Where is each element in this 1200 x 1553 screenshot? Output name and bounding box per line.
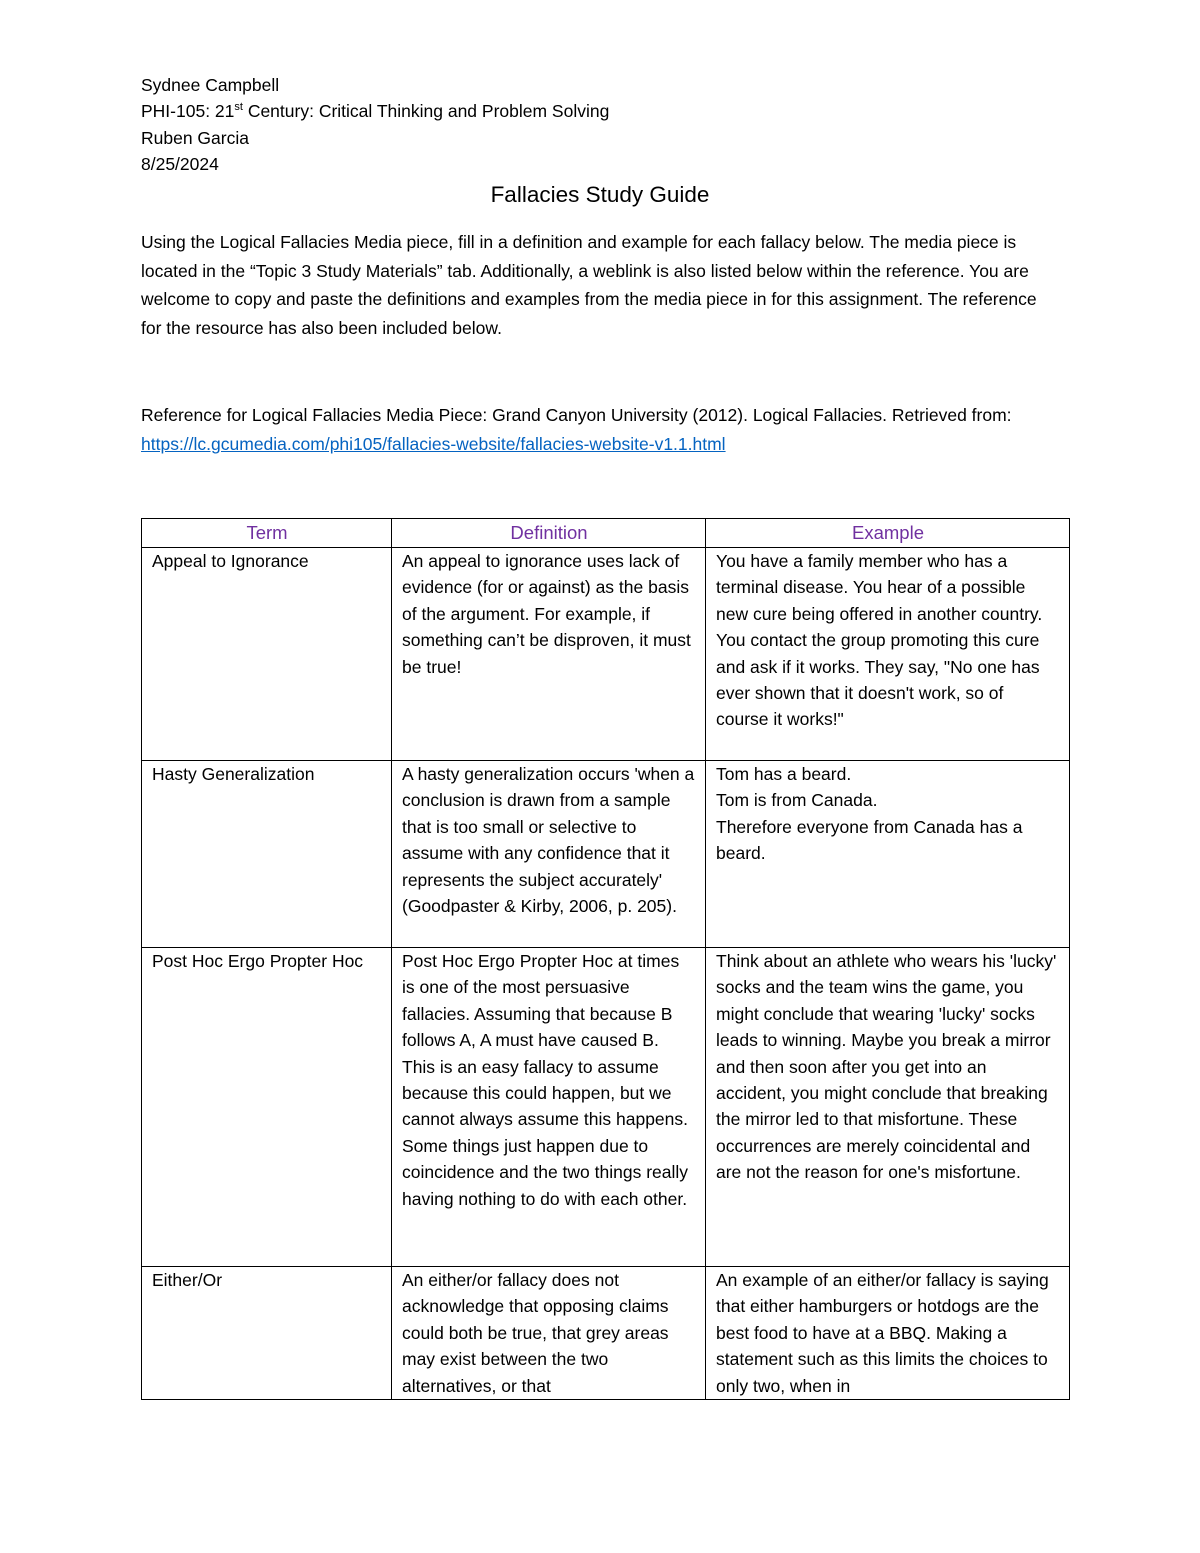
term-cell: Post Hoc Ergo Propter Hoc <box>142 948 392 1267</box>
fallacies-table <box>141 518 1070 1400</box>
reference-paragraph <box>141 401 1061 458</box>
example-line: You have a family member who has a terminal disease. You hear of a possible new cure being offered in another country. You contact the group promoting this cure and ask if it works. They say, "No one has ever shown that it doesn't work, so of course it works!" <box>716 551 1043 730</box>
student-header <box>141 72 609 177</box>
example-cell <box>706 948 1070 1267</box>
instructions-paragraph: Using the Logical Fallacies Media piece, fill in a definition and example for each fallacy below. The media piece is located in the “Topic 3 Study Materials” tab. Additionally, a weblink is also listed below within the reference. You are welcome to copy and paste the definitions and examples from the media piece in for this assignment. The reference for the resource has also been included below. <box>141 232 1037 338</box>
table-row <box>142 761 1070 948</box>
header-example: Example <box>706 519 1070 548</box>
table-row <box>142 1267 1070 1400</box>
student-name: Sydnee Campbell <box>141 75 280 95</box>
header-term: Term <box>142 519 392 548</box>
example-cell <box>706 1267 1070 1400</box>
definition-cell: An appeal to ignorance uses lack of evidence (for or against) as the basis of the argument. For example, if something can’t be disproven, it must be true! <box>392 548 706 761</box>
header-definition: Definition <box>392 519 706 548</box>
example-line: Tom has a beard. <box>716 764 852 784</box>
definition-cell: An either/or fallacy does not acknowledge that opposing claims could both be true, that grey areas may exist between the two alternatives, or that <box>392 1267 706 1400</box>
reference-link[interactable]: https://lc.gcumedia.com/phi105/fallacies-website/fallacies-website-v1.1.html <box>141 433 726 454</box>
document-title: Fallacies Study Guide <box>490 182 710 207</box>
term-cell: Appeal to Ignorance <box>142 548 392 761</box>
reference-text: Reference for Logical Fallacies Media Piece: Grand Canyon University (2012). Logical Fallacies. Retrieved from: <box>141 405 1012 425</box>
term-cell: Hasty Generalization <box>142 761 392 948</box>
example-line: Tom is from Canada. <box>716 790 878 811</box>
example-cell <box>706 548 1070 761</box>
table-row <box>142 548 1070 761</box>
example-line: Think about an athlete who wears his 'lucky' socks and the team wins the game, you might conclude that wearing 'lucky' socks leads to winning. Maybe you break a mirror and then soon after you get into an accident, you might conclude that breaking the mirror led to that misfortune. These occurrences are merely coincidental and are not the reason for one's misfortune. <box>716 951 1057 1183</box>
course-title: PHI-105: 21st Century: Critical Thinking and Problem Solving <box>141 101 610 122</box>
example-cell <box>706 761 1070 948</box>
date: 8/25/2024 <box>141 153 219 174</box>
term-cell: Either/Or <box>142 1267 392 1400</box>
instructor-name: Ruben Garcia <box>141 127 249 148</box>
definition-cell: A hasty generalization occurs 'when a conclusion is drawn from a sample that is too small or selective to assume with any confidence that it represents the subject accurately' (Goodpaster & Kirby, 2006, p. 205). <box>392 761 706 948</box>
table-row <box>142 948 1070 1267</box>
definition-cell: Post Hoc Ergo Propter Hoc at times is one of the most persuasive fallacies. Assuming that because B follows A, A must have caused B. This is an easy fallacy to assume because this could happen, but we cannot always assume this happens. Some things just happen due to coincidence and the two things really having nothing to do with each other. <box>392 948 706 1267</box>
table-header-row <box>142 519 1070 548</box>
example-line: Therefore everyone from Canada has a beard. <box>716 816 1023 864</box>
example-line: An example of an either/or fallacy is saying that either hamburgers or hotdogs are the best food to have at a BBQ. Making a statement such as this limits the choices to only two, when in <box>716 1270 1049 1396</box>
